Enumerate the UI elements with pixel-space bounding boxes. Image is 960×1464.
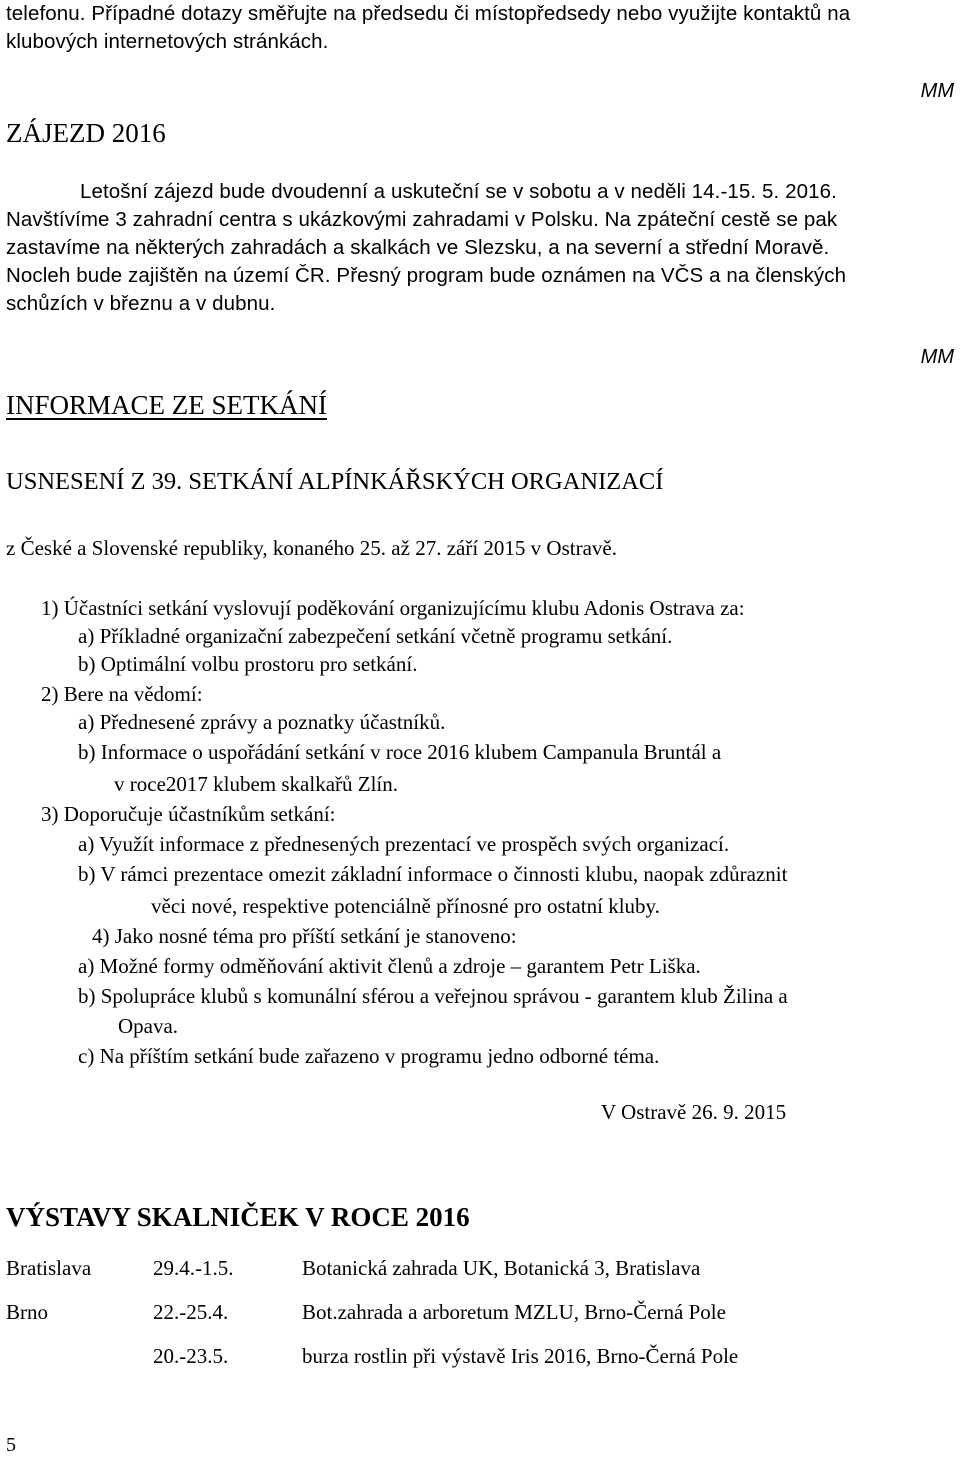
resolution-item: 1) Účastníci setkání vyslovují poděkování organizujícímu klubu Adonis Ostrava za:	[41, 596, 745, 620]
resolution-title: USNESENÍ Z 39. SETKÁNÍ ALPÍNKÁŘSKÝCH ORGANIZACÍ	[6, 468, 664, 495]
trip-line: Navštívíme 3 zahradní centra s ukázkovými zahradami v Polsku. Na zpáteční cestě se pak	[6, 208, 838, 231]
exhibition-date: 20.-23.5.	[153, 1344, 229, 1368]
resolution-item: c) Na příštím setkání bude zařazeno v programu jedno odborné téma.	[78, 1044, 660, 1068]
trip-heading: ZÁJEZD 2016	[6, 118, 166, 148]
page-number: 5	[6, 1434, 16, 1456]
exhibition-date: 22.-25.4.	[153, 1300, 229, 1324]
resolution-item: b) V rámci prezentace omezit základní informace o činnosti klubu, naopak zdůraznit	[78, 862, 788, 886]
exhibition-venue: Botanická zahrada UK, Botanická 3, Bratislava	[302, 1256, 701, 1280]
trip-line: schůzích v březnu a v dubnu.	[6, 292, 276, 315]
place-date: V Ostravě 26. 9. 2015	[601, 1100, 787, 1124]
trip-line: zastavíme na některých zahradách a skalkách ve Slezsku, a na severní a střední Moravě.	[6, 236, 830, 259]
resolution-subtitle: z České a Slovenské republiky, konaného 25. až 27. září 2015 v Ostravě.	[6, 536, 617, 560]
resolution-item: 2) Bere na vědomí:	[41, 682, 203, 706]
intro-signature: MM	[920, 80, 954, 102]
intro-line-2: klubových internetových stránkách.	[6, 30, 329, 53]
info-heading: INFORMACE ZE SETKÁNÍ	[6, 390, 327, 420]
trip-line: Nocleh bude zajištěn na území ČR. Přesný program bude oznámen na VČS a na členských	[6, 264, 847, 287]
exhibition-date: 29.4.-1.5.	[153, 1256, 234, 1280]
trip-signature: MM	[920, 346, 954, 368]
intro-line-1: telefonu. Případné dotazy směřujte na předsedu či místopředsedy nebo využijte kontaktů na	[6, 2, 851, 25]
resolution-item: věci nové, respektive potenciálně přínosné pro ostatní kluby.	[151, 894, 660, 918]
resolution-item: b) Optimální volbu prostoru pro setkání.	[78, 652, 418, 676]
resolution-item: 3) Doporučuje účastníkům setkání:	[41, 802, 336, 826]
exhibition-city: Bratislava	[6, 1256, 92, 1280]
resolution-item: Opava.	[118, 1014, 179, 1038]
resolution-item: a) Příkladné organizační zabezpečení setkání včetně programu setkání.	[78, 624, 673, 648]
resolution-item: b) Spolupráce klubů s komunální sférou a veřejnou správou - garantem klub Žilina a	[78, 984, 788, 1008]
resolution-item: v roce2017 klubem skalkařů Zlín.	[114, 772, 399, 796]
resolution-item: 4) Jako nosné téma pro příští setkání je stanoveno:	[92, 924, 517, 948]
resolution-item: a) Využít informace z přednesených prezentací ve prospěch svých organizací.	[78, 832, 730, 856]
resolution-item: b) Informace o uspořádání setkání v roce 2016 klubem Campanula Bruntál a	[78, 740, 722, 764]
exhibition-venue: Bot.zahrada a arboretum MZLU, Brno-Černá Pole	[302, 1300, 726, 1324]
resolution-item: a) Možné formy odměňování aktivit členů a zdroje – garantem Petr Liška.	[78, 954, 701, 978]
trip-line: Letošní zájezd bude dvoudenní a uskuteční se v sobotu a v neděli 14.-15. 5. 2016.	[80, 180, 837, 203]
resolution-item: a) Přednesené zprávy a poznatky účastníků.	[78, 710, 446, 734]
exhibition-venue: burza rostlin při výstavě Iris 2016, Brno-Černá Pole	[302, 1344, 739, 1368]
exhibitions-heading: VÝSTAVY SKALNIČEK V ROCE 2016	[6, 1202, 470, 1232]
exhibition-city: Brno	[6, 1300, 48, 1324]
